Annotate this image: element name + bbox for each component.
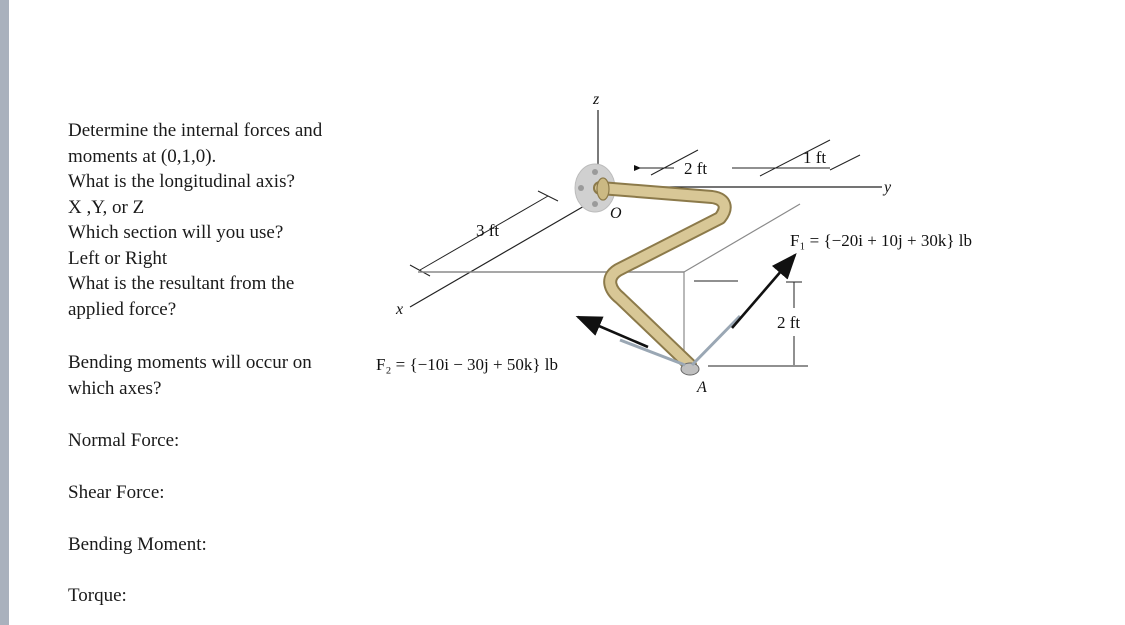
- question-2-line-1: What is the longitudinal axis?: [68, 171, 295, 192]
- question-3-line-2: Left or Right: [68, 247, 168, 269]
- question-5-line-2: which axes?: [68, 377, 162, 399]
- x-axis-line: [410, 198, 598, 307]
- dim-2ft-top-label: 2 ft: [684, 159, 708, 178]
- pipe-flange-o: [597, 178, 609, 200]
- dim-1ft-ext-2: [830, 155, 860, 170]
- z-axis-label: z: [593, 91, 600, 108]
- f1-label: F₁ = {−20i + 10j + 30k} lb: [790, 231, 972, 250]
- x-axis-label: x: [396, 301, 404, 318]
- dim-3ft-label: 3 ft: [476, 221, 500, 240]
- question-4-line-1: What is the resultant from the: [68, 273, 295, 294]
- bending-moment-label: Bending Moment:: [68, 534, 207, 555]
- cable-f1: [692, 316, 740, 365]
- question-1-line-2: moments at (0,1,0).: [68, 145, 217, 167]
- normal-force-label: Normal Force:: [68, 430, 180, 451]
- point-a-label: A: [697, 379, 707, 396]
- f2-label: F₂ = {−10i − 30j + 50k} lb: [376, 355, 558, 374]
- question-1-line-1: Determine the internal forces and: [68, 120, 323, 141]
- question-3-line-1: Which section will you use?: [68, 222, 284, 243]
- dim-3ft-tick-bottom: [410, 265, 430, 276]
- dim-2ft-side-label: 2 ft: [777, 313, 801, 332]
- y-axis-label: y: [884, 179, 892, 196]
- question-4-line-2: applied force?: [68, 298, 177, 320]
- origin-o-label: O: [610, 205, 622, 222]
- shear-force-label: Shear Force:: [68, 482, 165, 503]
- question-2-line-2: X ,Y, or Z: [68, 196, 145, 218]
- dim-1ft-label: 1 ft: [803, 148, 827, 167]
- support-bolt-1: [592, 169, 598, 175]
- support-bolt-2: [592, 201, 598, 207]
- torque-label: Torque:: [68, 585, 127, 606]
- question-5-line-1: Bending moments will occur on: [68, 352, 312, 373]
- support-bolt-3: [578, 185, 584, 191]
- frame-diagonal-line: [684, 204, 800, 272]
